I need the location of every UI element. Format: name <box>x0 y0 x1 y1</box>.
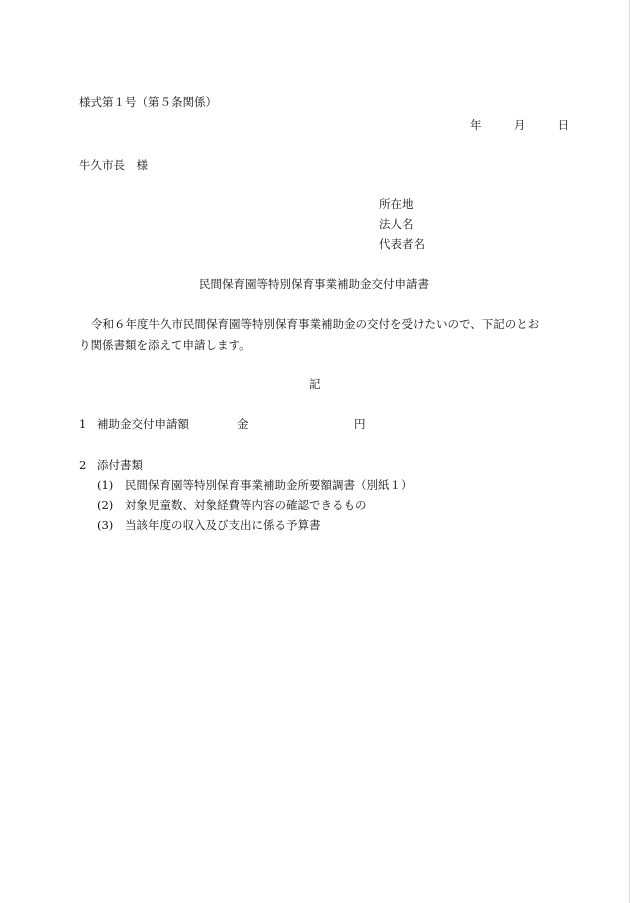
item2-number: 2 <box>79 458 87 472</box>
date-month: 月 <box>513 118 526 132</box>
applicant-address-label: 所在地 <box>379 197 414 211</box>
item1-yen: 円 <box>354 417 366 431</box>
date-year: 年 <box>470 118 482 132</box>
doc-1-number: (1) <box>97 478 114 492</box>
doc-2-number: (2) <box>97 498 114 512</box>
body-text-line-2: り関係書類を添えて申請します。 <box>79 338 251 352</box>
body-text-line-1: 令和６年度牛久市民間保育園等特別保育事業補助金の交付を受けたいので、下記のとお <box>91 317 540 331</box>
item1-kin: 金 <box>237 417 249 431</box>
applicant-corp-name-label: 法人名 <box>379 217 414 231</box>
date-day: 日 <box>557 118 570 132</box>
doc-2-text: 対象児童数、対象経費等内容の確認できるもの <box>125 498 367 512</box>
document-title: 民間保育園等特別保育事業補助金交付申請書 <box>199 277 429 291</box>
item1-number: 1 <box>79 417 87 431</box>
doc-3-text: 当該年度の収入及び支出に係る予算書 <box>125 518 321 532</box>
date-line <box>470 117 569 133</box>
doc-1-text: 民間保育園等特別保育事業補助金所要額調書（別紙１） <box>125 478 413 492</box>
addressee: 牛久市長 様 <box>79 158 148 172</box>
item1-label: 補助金交付申請額 <box>97 417 189 431</box>
doc-3-number: (3) <box>97 518 114 532</box>
item2-label: 添付書類 <box>97 458 143 472</box>
applicant-representative-label: 代表者名 <box>379 237 425 251</box>
ki-heading: 記 <box>309 377 321 391</box>
form-number: 様式第１号（第５条関係） <box>79 95 217 109</box>
